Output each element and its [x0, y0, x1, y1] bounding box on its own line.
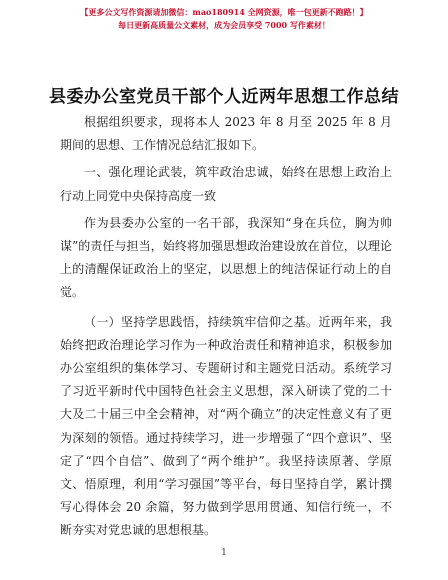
document-title: 县委办公室党员干部个人近两年思想工作总结	[49, 87, 399, 107]
promo-banner	[0, 6, 448, 31]
subsection-1-paragraph: （一）坚持学思践悟，持续筑牢信仰之基。近两年来，我始终把政治理论学习作为一种政治责任和精神追求，积极参加办公室组织的集体学习、专题研讨和主题党日活动。系统学习了习近平新时代中国特色社会主义思想，深入研读了党的二十大及二十届三中全会精神，对“两个确立”的决定性意义有了更为深刻的领悟。通过持续学习，进一步增强了“四个意识”、坚定了“四个自信”、做到了“两个维护”。我坚持读原著、学原文、悟原理，利用“学习强国”等平台，每日坚持自学，累计撰写心得体会 20 余篇，努力做到学思用贯通、知信行统一，不断夯实对党忠诚的思想根基。	[60, 314, 392, 538]
promo-banner-line-2: 每日更新高质量公文素材，成为会员享受 7000 写作素材！	[118, 20, 330, 30]
section-heading-1: 一、强化理论武装，筑牢政治忠诚，始终在思想上政治上行动上同党中央保持高度一致	[60, 165, 392, 203]
page-number: 1	[221, 548, 227, 558]
document-body	[60, 111, 392, 543]
section-1-paragraph: 作为县委办公室的一名干部，我深知“身在兵位，胸为帅谋”的责任与担当，始终将加强思想政治建设放在首位，以理论上的清醒保证政治上的坚定，以思想上的纯洁保证行动上的自觉。	[60, 215, 392, 300]
intro-paragraph: 根据组织要求，现将本人 2023 年 8 月至 2025 年 8 月期间的思想、工作情况总结汇报如下。	[60, 115, 392, 153]
promo-banner-line-1: 【更多公文写作资源请加微信：mao180914 全网资源，唯一包更新不跑路！】	[80, 7, 368, 17]
